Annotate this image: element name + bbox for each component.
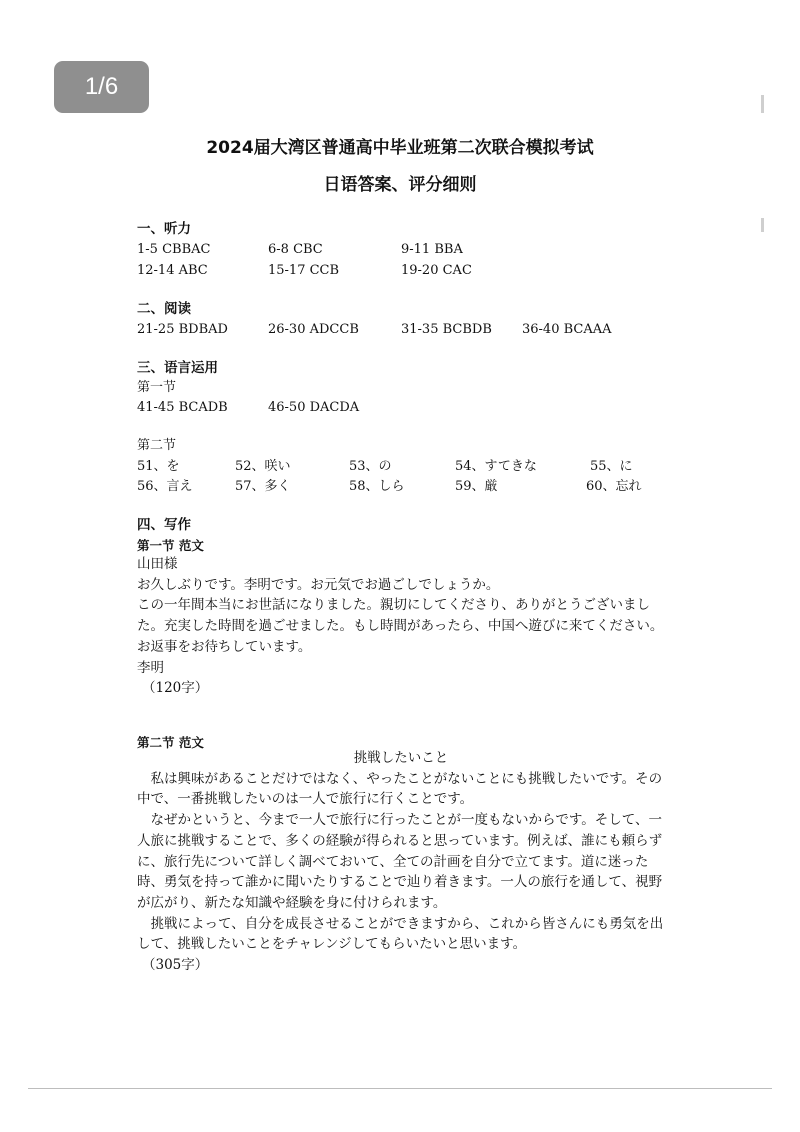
answer-group: 9-11 BBA bbox=[401, 242, 463, 257]
fill-answer: 53、の bbox=[349, 459, 392, 474]
essay-paragraph: 私は興味があることだけではなく、やったことがないことにも挑戦したいです。その中で、一番挑戦したいのは一人で旅行に行くことです。 bbox=[137, 770, 663, 808]
word-count: （305字） bbox=[142, 957, 209, 974]
section-heading-reading: 二、阅读 bbox=[137, 301, 191, 317]
page-indicator: 1/6 bbox=[54, 61, 149, 113]
sample-essay bbox=[137, 748, 665, 976]
subsection-heading: 第一节 范文 bbox=[137, 538, 204, 553]
fill-answer: 57、多く bbox=[235, 479, 291, 494]
answer-group: 36-40 BCAAA bbox=[522, 322, 612, 337]
essay-paragraph: なぜかというと、今まで一人で旅行に行ったことが一度もないからです。そして、一人旅に挑戦することで、多くの経験が得られると思っています。例えば、誰にも頼らずに、旅行先について詳しく調べておいて、全ての計画を自分で立てます。道に迷った時、勇気を持って誰かに聞いたりすることで辿り着きます。一人の旅行を通して、視野が広がり、新たな知識や経験を身に付けられます。 bbox=[137, 812, 663, 911]
fill-answer: 55、に bbox=[590, 459, 633, 474]
answer-group: 26-30 ADCCB bbox=[268, 322, 359, 337]
essay-paragraph: 挑戦によって、自分を成長させることができますから、これから皆さんにも勇気を出して、挑戦したいことをチャレンジしてもらいたいと思います。 bbox=[137, 915, 664, 953]
letter-line: お返事をお待ちしています。 bbox=[137, 638, 312, 655]
section-heading-language: 三、语言运用 bbox=[137, 360, 218, 376]
sample-letter bbox=[137, 554, 665, 699]
letter-line: この一年間本当にお世話になりました。親切にしてくださり、ありがとうございました。充実した時間を過ごせました。もし時間があったら、中国へ遊びに来てください。 bbox=[137, 597, 664, 635]
page-bottom-divider bbox=[28, 1088, 772, 1089]
scan-edge-mark bbox=[761, 218, 764, 232]
section-heading-listening: 一、听力 bbox=[137, 221, 191, 237]
answer-group: 46-50 DACDA bbox=[268, 400, 360, 415]
exam-title: 2024届大湾区普通高中毕业班第二次联合模拟考试 bbox=[206, 138, 594, 158]
scan-edge-mark bbox=[761, 95, 764, 113]
letter-line: お久しぶりです。李明です。お元気でお過ごしでしょうか。 bbox=[137, 576, 500, 593]
answer-group: 31-35 BCBDB bbox=[401, 322, 492, 337]
answer-group: 1-5 CBBAC bbox=[137, 242, 211, 257]
subsection-heading: 第二节 范文 bbox=[137, 735, 204, 750]
fill-answer: 52、咲い bbox=[235, 459, 291, 474]
fill-answer: 51、を bbox=[137, 459, 180, 474]
answer-group: 41-45 BCADB bbox=[137, 400, 228, 415]
essay-title: 挑戦したいこと bbox=[353, 750, 449, 766]
fill-answer: 54、すてきな bbox=[455, 459, 537, 474]
fill-answer: 60、忘れ bbox=[586, 479, 642, 494]
section-heading-writing: 四、写作 bbox=[137, 517, 191, 533]
answer-group: 15-17 CCB bbox=[268, 263, 340, 278]
answer-group: 19-20 CAC bbox=[401, 263, 472, 278]
answer-group: 6-8 CBC bbox=[268, 242, 323, 257]
fill-answer: 59、厳 bbox=[455, 479, 498, 494]
letter-salutation: 山田様 bbox=[137, 556, 178, 572]
answer-group: 12-14 ABC bbox=[137, 263, 208, 278]
word-count: （120字） bbox=[142, 680, 209, 697]
fill-answer: 58、しら bbox=[349, 479, 405, 494]
letter-signature: 李明 bbox=[137, 659, 164, 676]
fill-answer: 56、言え bbox=[137, 479, 193, 494]
subsection-heading: 第一节 bbox=[137, 380, 177, 395]
subsection-heading: 第二节 bbox=[137, 438, 177, 453]
document-subtitle: 日语答案、评分细则 bbox=[323, 175, 477, 195]
answer-group: 21-25 BDBAD bbox=[137, 322, 228, 337]
